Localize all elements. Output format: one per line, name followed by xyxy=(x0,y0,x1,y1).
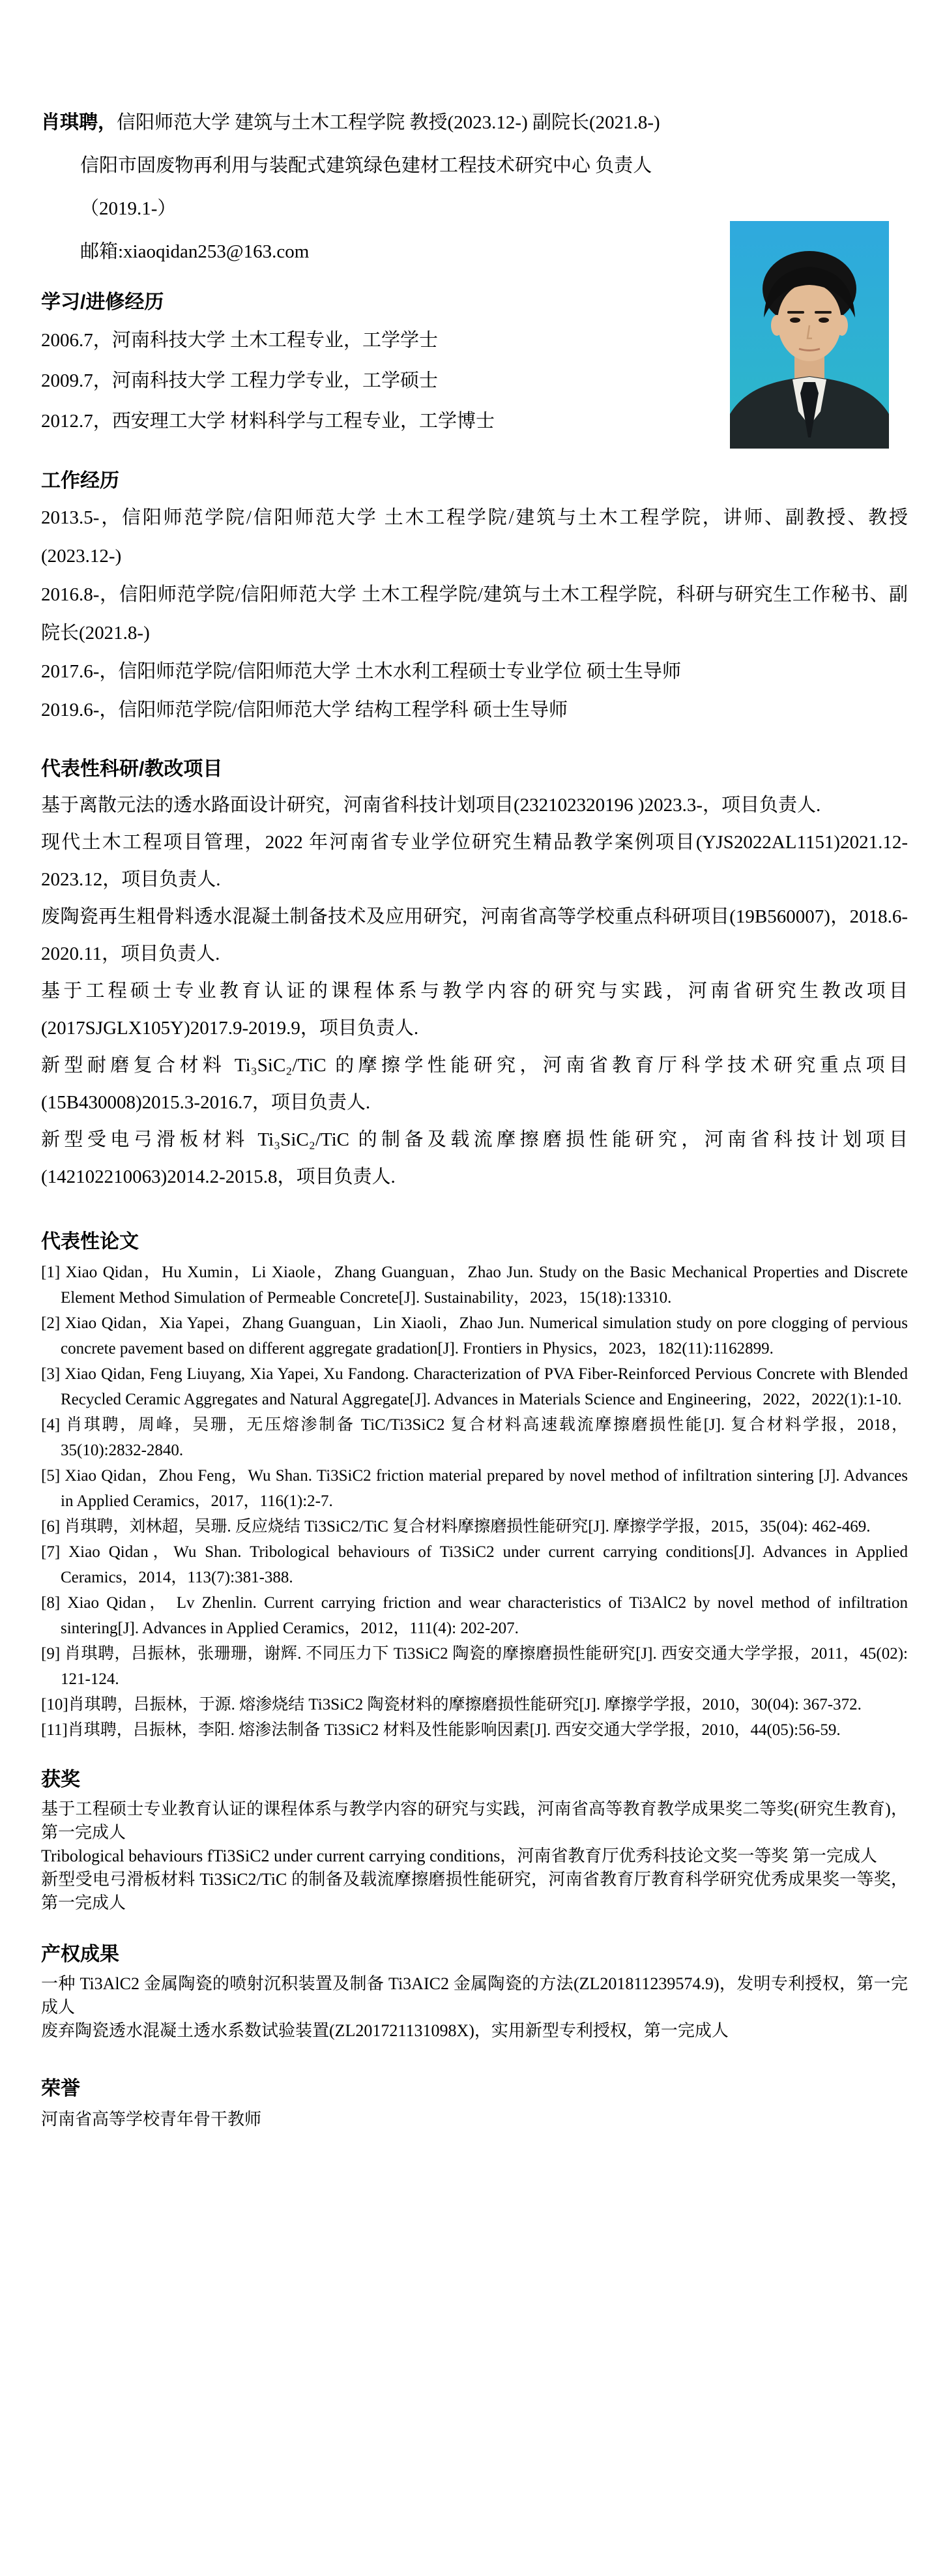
email-line: 邮箱:xiaoqidan253@163.com xyxy=(80,241,310,262)
award-item: Tribological behaviours fTi3SiC2 under current carrying conditions，河南省教育厅优秀科技论文奖一等奖 第一完成人 xyxy=(41,1846,877,1865)
work-item: 2016.8-，信阳师范学院/信阳师范大学 土木工程学院/建筑与土木工程学院，科研与研究生工作秘书、副院长(2021.8-) xyxy=(41,584,908,644)
education-item: 2012.7，西安理工大学 材料科学与工程专业，工学博士 xyxy=(41,411,495,432)
person-name: 肖琪聘， xyxy=(41,112,117,133)
project-item: 新型耐磨复合材料 Ti₃SiC₂/TiC 的摩擦学性能研究，河南省教育厅科学技术研究重点项目(15B430008)2015.3-2016.7，项目负责人. xyxy=(41,1055,908,1113)
profile-photo-image xyxy=(730,221,889,449)
work-item: 2017.6-，信阳师范学院/信阳师范大学 土木水利工程硕士专业学位 硕士生导师 xyxy=(41,661,681,682)
header-line-1 xyxy=(41,101,908,144)
project-item: 现代土木工程项目管理，2022 年河南省专业学位研究生精品教学案例项目(YJS2022AL1151)2021.12-2023.12，项目负责人. xyxy=(41,832,908,890)
education-item: 2009.7，河南科技大学 工程力学专业，工学硕士 xyxy=(41,370,439,391)
section-title-work: 工作经历 xyxy=(41,470,119,492)
section-publications xyxy=(41,1228,908,1743)
section-honors xyxy=(41,2075,908,2133)
eye-right xyxy=(819,318,829,323)
award-item: 新型受电弓滑板材料 Ti3SiC2/TiC 的制备及载流摩擦磨损性能研究，河南省教育厅教育科学研究优秀成果奖一等奖，第一完成人 xyxy=(41,1870,908,1912)
profile-photo xyxy=(730,221,889,449)
patent-item: 一种 Ti3AlC2 金属陶瓷的喷射沉积装置及制备 Ti3AIC2 金属陶瓷的方法(ZL201811239574.9)，发明专利授权，第一完成人 xyxy=(41,1974,908,2017)
publication-item: [6] 肖琪聘，刘林超，吴珊. 反应烧结 Ti3SiC2/TiC 复合材料摩擦磨损性能研究[J]. 摩擦学学报，2015，35(04): 462-469. xyxy=(41,1518,871,1535)
project-item: 基于工程硕士专业教育认证的课程体系与教学内容的研究与实践，河南省研究生教改项目(2017SJGLX105Y)2017.9-2019.9，项目负责人. xyxy=(41,981,908,1039)
publication-item: [5] Xiao Qidan，Zhou Feng，Wu Shan. Ti3SiC2 friction material prepared by novel method of infiltration sintering [J]. Advances in Applied Ceramics，2017，116(1):2-7. xyxy=(41,1467,908,1510)
person-title: 信阳师范大学 建筑与土木工程学院 教授(2023.12-) 副院长(2021.8-) xyxy=(117,112,660,133)
section-projects xyxy=(41,756,908,1196)
publication-item: [10]肖琪聘，吕振林，于源. 熔渗烧结 Ti3SiC2 陶瓷材料的摩擦磨损性能研究[J]. 摩擦学学报，2010，30(04): 367-372. xyxy=(41,1696,862,1713)
section-title-publications: 代表性论文 xyxy=(41,1231,139,1252)
project-item: 废陶瓷再生粗骨料透水混凝土制备技术及应用研究，河南省高等学校重点科研项目(19B560007)，2018.6-2020.11，项目负责人. xyxy=(41,906,908,964)
section-patents xyxy=(41,1941,908,2043)
work-item: 2019.6-，信阳师范学院/信阳师范大学 结构工程学科 硕士生导师 xyxy=(41,700,568,720)
eyebrow-left xyxy=(787,311,804,314)
honor-item: 河南省高等学校青年骨干教师 xyxy=(41,2110,262,2129)
header-line-2: 信阳市固废物再利用与装配式建筑绿色建材工程技术研究中心 负责人 xyxy=(80,155,652,176)
work-item: 2013.5-，信阳师范学院/信阳师范大学 土木工程学院/建筑与土木工程学院，讲师、副教授、教授 (2023.12-) xyxy=(41,507,908,567)
eyebrow-right xyxy=(815,311,832,314)
publication-item: [2] Xiao Qidan，Xia Yapei，Zhang Guanguan，Lin Xiaoli，Zhao Jun. Numerical simulation study on pore clogging of pervious concrete pavement based on different aggregate gradation[J]. Frontiers in Physics，2023，182(11):1162899. xyxy=(41,1314,908,1357)
publication-item: [3] Xiao Qidan, Feng Liuyang, Xia Yapei, Xu Fandong. Characterization of PVA Fiber-Reinforced Pervious Concrete with Blended Recycled Ceramic Aggregates and Natural Aggregate[J]. Advances in Materials Science and Engineering，2022，2022(1):1-10. xyxy=(41,1365,908,1408)
header-line-3: （2019.1-） xyxy=(80,198,177,219)
profile-page xyxy=(0,101,945,2576)
section-title-projects: 代表性科研/教改项目 xyxy=(41,758,223,780)
publication-item: [9] 肖琪聘，吕振林，张珊珊，谢辉. 不同压力下 Ti3SiC2 陶瓷的摩擦磨损性能研究[J]. 西安交通大学学报，2011，45(02): 121-124. xyxy=(41,1645,908,1688)
publication-item: [11]肖琪聘，吕振林，李阳. 熔渗法制备 Ti3SiC2 材料及性能影响因素[J]. 西安交通大学学报，2010，44(05):56-59. xyxy=(41,1721,841,1739)
award-item: 基于工程硕士专业教育认证的课程体系与教学内容的研究与实践，河南省高等教育教学成果奖二等奖(研究生教育)，第一完成人 xyxy=(41,1799,908,1842)
publication-item: [1] Xiao Qidan，Hu Xumin，Li Xiaole，Zhang Guanguan，Zhao Jun. Study on the Basic Mechanical Properties and Discrete Element Method Simulation of Permeable Concrete[J]. Sustainability，2023，15(18):13310. xyxy=(41,1264,908,1307)
section-title-honors: 荣誉 xyxy=(41,2078,80,2099)
section-title-education: 学习/进修经历 xyxy=(41,291,164,313)
project-item: 基于离散元法的透水路面设计研究，河南省科技计划项目(232102320196 )2023.3-，项目负责人. xyxy=(41,795,821,816)
patent-item: 废弃陶瓷透水混凝土透水系数试验装置(ZL201721131098X)，实用新型专利授权，第一完成人 xyxy=(41,2021,729,2040)
eye-left xyxy=(790,318,800,323)
section-title-awards: 获奖 xyxy=(41,1769,80,1790)
publication-item: [7] Xiao Qidan，Wu Shan. Tribological behaviours of Ti3SiC2 under current carrying conditions[J]. Advances in Applied Ceramics，2014，113(7):381-388. xyxy=(41,1543,908,1586)
publication-item: [8] Xiao Qidan， Lv Zhenlin. Current carrying friction and wear characteristics of Ti3AlC2 by novel method of infiltration sintering[J]. Advances in Applied Ceramics，2012，111(4): 202-207. xyxy=(41,1594,908,1637)
project-item: 新型受电弓滑板材料 Ti₃SiC₂/TiC 的制备及载流摩擦磨损性能研究，河南省科技计划项目(142102210063)2014.2-2015.8，项目负责人. xyxy=(41,1129,908,1187)
section-work xyxy=(41,467,908,730)
publication-item: [4] 肖琪聘，周峰，吴珊，无压熔渗制备 TiC/Ti3SiC2 复合材料高速载流摩擦磨损性能[J]. 复合材料学报，2018，35(10):2832-2840. xyxy=(41,1416,908,1459)
section-awards xyxy=(41,1766,908,1915)
section-title-patents: 产权成果 xyxy=(41,1944,119,1965)
education-item: 2006.7，河南科技大学 土木工程专业，工学学士 xyxy=(41,330,439,351)
